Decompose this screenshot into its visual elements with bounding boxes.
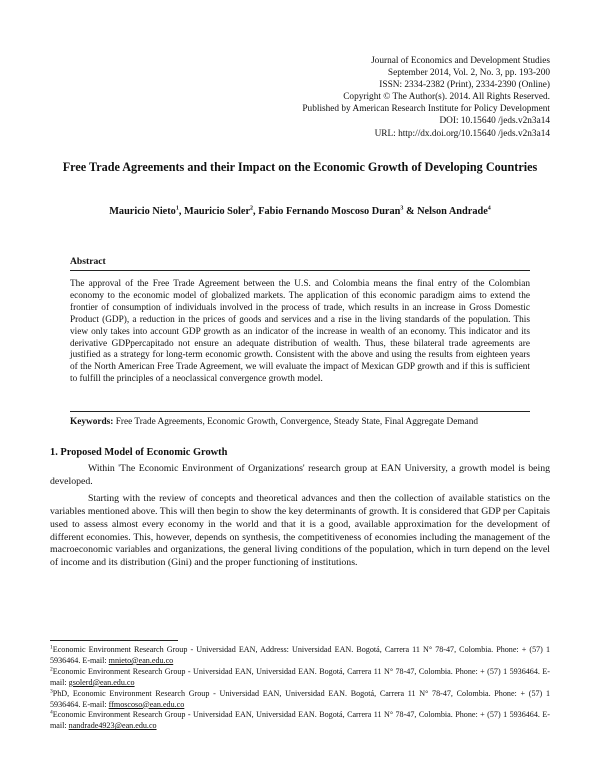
footnote-text: Economic Environment Research Group - Universidad EAN, Universidad EAN. Bogotá, Carrera 11 N° 78-47, Colombia. Phone: + (57) 1 5936464. E-mail: [50,666,550,687]
journal-publisher: Published by American Research Institute for Policy Development [302,104,550,115]
author-list [40,205,560,218]
author-mark: 3 [400,205,404,212]
author-separator: , [178,206,184,217]
abstract-top-rule [70,270,530,271]
footnote-email-link[interactable]: nandrade4923@ean.edu.co [68,721,157,731]
footnote-email-link[interactable]: mnieto@ean.edu.co [108,655,174,665]
footnote-text: PhD, Economic Environment Research Group - Universidad EAN, Universidad EAN. Bogotá, Carrera 11 N° 78-47, Colombia. Phone: + (57) 1 5936464. E-mail: [50,688,550,709]
author-name: Mauricio Soler [183,206,251,217]
footnote-mark: 4 [50,709,53,716]
keywords [70,416,530,428]
journal-url: URL: http://dx.doi.org/10.15640 /jeds.v2n3a14 [374,128,550,139]
journal-issn: ISSN: 2334-2382 (Print), 2334-2390 (Online) [379,80,550,91]
journal-name: Journal of Economics and Development Studies [371,56,550,66]
footnote-mark: 1 [50,644,53,651]
keywords-text: Free Trade Agreements, Economic Growth, Convergence, Steady State, Final Aggregate Demand [113,417,479,427]
footnote-mark: 3 [50,687,53,694]
abstract-text: The approval of the Free Trade Agreement between the U.S. and Colombia means the final entry of the Colombian economy to the economic model of globalized markets. The application of this economic paradigm aims to extend the frontier of consumption of individuals involved in the process of trade, which results in an increase in Gross Domestic Product (GDP), a reduction in the prices of goods and services and a rise in the living standards of the population. This view only takes into account GDP growth as an indicator of the increase in wealth of an economy. This indicator and its derivative GDPpercapitado not ensure an adequate distribution of wealth. Thus, these bilateral trade agreements are justified as a strategy for long-term economic growth. Consistent with the above and using the results from eighteen years of the North American Free Trade Agreement, we will evaluate the impact of Mexican GDP growth and if this is sufficient to fulfill the principles of a neoclassical convergence growth model. [70,279,530,385]
section-body [50,463,550,575]
footnote-email-link[interactable]: gsolerd@ean.edu.co [68,677,135,687]
author-separator: & [403,206,418,217]
author-mark: 1 [175,205,179,212]
author-mark: 2 [250,205,254,212]
author-name: Fabio Fernando Moscoso Duran [258,206,401,217]
section-heading: 1. Proposed Model of Economic Growth [50,447,228,458]
abstract-heading: Abstract [70,256,106,267]
journal-copyright: Copyright © The Author(s). 2014. All Rights Reserved. [343,92,550,103]
footnote-text: Economic Environment Research Group - Universidad EAN, Address: Universidad EAN. Bogotá, Carrera 11 N° 78-47, Colombia. Phone: + (57) 1 5936464. E-mail: [50,645,550,665]
footnote-rule [50,640,178,641]
body-paragraph: Within 'The Economic Environment of Organizations' research group at EAN University, a growth model is being developed. [50,463,550,487]
footnote [50,710,550,732]
journal-issue: September 2014, Vol. 2, No. 3, pp. 193-200 [387,68,550,79]
abstract-bottom-rule [70,411,530,412]
journal-doi: DOI: 10.15640 /jeds.v2n3a14 [439,116,550,127]
footnote-text: Economic Environment Research Group - Universidad EAN, Universidad EAN. Bogotá, Carrera 11 N° 78-47, Colombia. Phone: + (57) 1 5936464. E-mail: [50,710,550,731]
paper-title: Free Trade Agreements and their Impact on the Economic Growth of Developing Countries [62,160,538,174]
footnote [50,667,550,689]
author-name: Mauricio Nieto [109,206,176,217]
author-separator: , [253,206,259,217]
author-name: Nelson Andrade [417,206,488,217]
footnote [50,645,550,667]
footnote-email-link[interactable]: ffmoscoso@ean.edu.co [108,699,185,709]
journal-info [230,55,550,140]
keywords-label: Keywords: [70,417,114,427]
author-mark: 4 [487,205,491,212]
footnote [50,689,550,711]
footnotes [50,645,550,732]
footnote-mark: 2 [50,666,53,673]
body-paragraph: Starting with the review of concepts and theoretical advances and then the collection of available statistics on the variables mentioned above. This will then begin to show the key determinants of growth. It is considered that GDP per Capitais used to assess almost every economy in the world and that it is a good, available approximation for the development of different economies. This, however, depends on synthesis, the competitiveness of economies including the management of the macroeconomic variables and organizations, the general living conditions of the population, which in turn depend on the level of income and its distribution (Gini) and the proper functioning of institutions. [50,493,550,568]
